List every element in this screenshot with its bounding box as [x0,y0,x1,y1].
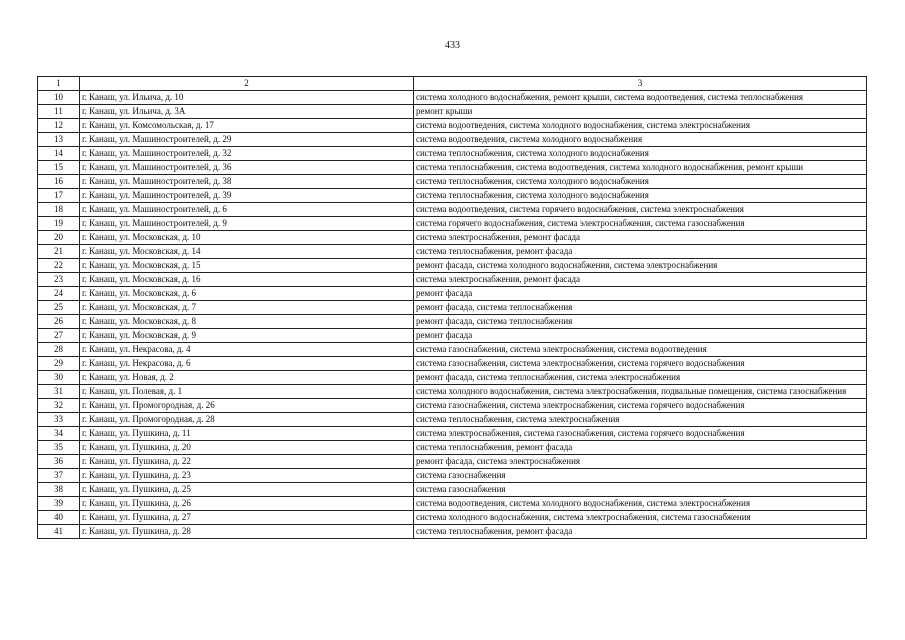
works-cell: система газоснабжения, система электроснабжения, система горячего водоснабжения [414,399,867,413]
address-cell: г. Канаш, ул. Промогородная, д. 26 [80,399,414,413]
table-row [38,301,867,315]
address-cell: г. Канаш, ул. Машиностроителей, д. 9 [80,217,414,231]
address-cell: г. Канаш, ул. Некрасова, д. 4 [80,343,414,357]
row-number-cell: 20 [38,231,80,245]
row-number-cell: 38 [38,483,80,497]
row-number-cell: 40 [38,511,80,525]
row-number-cell: 37 [38,469,80,483]
address-cell: г. Канаш, ул. Пушкина, д. 20 [80,441,414,455]
row-number-cell: 27 [38,329,80,343]
table-row [38,133,867,147]
address-cell: г. Канаш, ул. Пушкина, д. 22 [80,455,414,469]
address-cell: г. Канаш, ул. Пушкина, д. 11 [80,427,414,441]
address-cell: г. Канаш, ул. Ильича, д. 3А [80,105,414,119]
table-row [38,371,867,385]
address-cell: г. Канаш, ул. Пушкина, д. 25 [80,483,414,497]
address-cell: г. Канаш, ул. Некрасова, д. 6 [80,357,414,371]
row-number-cell: 12 [38,119,80,133]
table-row [38,217,867,231]
address-cell: г. Канаш, ул. Промогородная, д. 28 [80,413,414,427]
table-row [38,119,867,133]
table-row [38,497,867,511]
page-number: 433 [445,40,460,51]
row-number-cell: 23 [38,273,80,287]
row-number-cell: 19 [38,217,80,231]
row-number-cell: 13 [38,133,80,147]
table-row [38,231,867,245]
address-cell: г. Канаш, ул. Пушкина, д. 23 [80,469,414,483]
table-row [38,315,867,329]
address-cell: г. Канаш, ул. Пушкина, д. 27 [80,511,414,525]
row-number-cell: 25 [38,301,80,315]
works-cell: система электроснабжения, ремонт фасада [414,273,867,287]
address-cell: г. Канаш, ул. Комсомольская, д. 17 [80,119,414,133]
table-row [38,329,867,343]
address-cell: г. Канаш, ул. Машиностроителей, д. 6 [80,203,414,217]
row-number-cell: 35 [38,441,80,455]
address-cell: г. Канаш, ул. Московская, д. 16 [80,273,414,287]
address-cell: г. Канаш, ул. Пушкина, д. 26 [80,497,414,511]
row-number-cell: 36 [38,455,80,469]
works-cell: система холодного водоснабжения, ремонт крыши, система водоотведения, система теплоснабжения [414,91,867,105]
row-number-cell: 39 [38,497,80,511]
table-header-row [38,77,867,91]
address-cell: г. Канаш, ул. Московская, д. 8 [80,315,414,329]
table-body [38,91,867,539]
works-cell: система теплоснабжения, система холодного водоснабжения [414,175,867,189]
row-number-cell: 34 [38,427,80,441]
works-cell: система теплоснабжения, ремонт фасада [414,245,867,259]
works-cell: система теплоснабжения, ремонт фасада [414,525,867,539]
row-number-cell: 41 [38,525,80,539]
table-row [38,441,867,455]
works-cell: система газоснабжения [414,483,867,497]
table-row [38,245,867,259]
row-number-cell: 10 [38,91,80,105]
row-number-cell: 30 [38,371,80,385]
address-cell: г. Канаш, ул. Машиностроителей, д. 36 [80,161,414,175]
works-cell: система водоотведения, система горячего водоснабжения, система электроснабжения [414,203,867,217]
address-cell: г. Канаш, ул. Московская, д. 9 [80,329,414,343]
works-cell: ремонт фасада, система теплоснабжения, система электроснабжения [414,371,867,385]
row-number-cell: 14 [38,147,80,161]
works-cell: ремонт фасада [414,287,867,301]
row-number-cell: 18 [38,203,80,217]
works-cell: система теплоснабжения, система холодного водоснабжения [414,147,867,161]
works-cell: система теплоснабжения, система электроснабжения [414,413,867,427]
row-number-cell: 26 [38,315,80,329]
header-cell-1: 1 [38,77,80,91]
address-cell: г. Канаш, ул. Машиностроителей, д. 39 [80,189,414,203]
row-number-cell: 31 [38,385,80,399]
address-cell: г. Канаш, ул. Полевая, д. 1 [80,385,414,399]
works-table [37,76,867,539]
address-cell: г. Канаш, ул. Новая, д. 2 [80,371,414,385]
table-row [38,483,867,497]
works-cell: система теплоснабжения, ремонт фасада [414,441,867,455]
address-cell: г. Канаш, ул. Московская, д. 15 [80,259,414,273]
works-cell: ремонт фасада [414,329,867,343]
table-row [38,189,867,203]
header-cell-3: 3 [414,77,867,91]
works-cell: ремонт фасада, система теплоснабжения [414,315,867,329]
works-cell: ремонт фасада, система теплоснабжения [414,301,867,315]
row-number-cell: 21 [38,245,80,259]
address-cell: г. Канаш, ул. Машиностроителей, д. 38 [80,175,414,189]
table-row [38,105,867,119]
works-cell: ремонт фасада, система электроснабжения [414,455,867,469]
table-row [38,511,867,525]
row-number-cell: 17 [38,189,80,203]
works-cell: система газоснабжения [414,469,867,483]
table-row [38,343,867,357]
address-cell: г. Канаш, ул. Машиностроителей, д. 29 [80,133,414,147]
table-row [38,259,867,273]
table-row [38,427,867,441]
works-cell: ремонт фасада, система холодного водоснабжения, система электроснабжения [414,259,867,273]
row-number-cell: 28 [38,343,80,357]
table-row [38,357,867,371]
works-cell: система теплоснабжения, система холодного водоснабжения [414,189,867,203]
address-cell: г. Канаш, ул. Московская, д. 14 [80,245,414,259]
works-cell: ремонт крыши [414,105,867,119]
row-number-cell: 29 [38,357,80,371]
address-cell: г. Канаш, ул. Пушкина, д. 28 [80,525,414,539]
works-cell: система холодного водоснабжения, система электроснабжения, система газоснабжения [414,511,867,525]
table-row [38,161,867,175]
table-row [38,273,867,287]
table-row [38,525,867,539]
row-number-cell: 33 [38,413,80,427]
works-cell: система газоснабжения, система электроснабжения, система горячего водоснабжения [414,357,867,371]
row-number-cell: 32 [38,399,80,413]
row-number-cell: 15 [38,161,80,175]
works-cell: система водоотведения, система холодного водоснабжения, система электроснабжения [414,119,867,133]
row-number-cell: 24 [38,287,80,301]
works-cell: система водоотведения, система холодного водоснабжения [414,133,867,147]
works-cell: система электроснабжения, ремонт фасада [414,231,867,245]
address-cell: г. Канаш, ул. Московская, д. 7 [80,301,414,315]
header-cell-2: 2 [80,77,414,91]
works-cell: система горячего водоснабжения, система электроснабжения, система газоснабжения [414,217,867,231]
row-number-cell: 11 [38,105,80,119]
table-row [38,147,867,161]
works-cell: система теплоснабжения, система водоотведения, система холодного водоснабжения, ремонт крыши [414,161,867,175]
table-row [38,413,867,427]
table-row [38,385,867,399]
table-row [38,287,867,301]
address-cell: г. Канаш, ул. Московская, д. 6 [80,287,414,301]
row-number-cell: 16 [38,175,80,189]
works-cell: система водоотведения, система холодного водоснабжения, система электроснабжения [414,497,867,511]
works-cell: система холодного водоснабжения, система электроснабжения, подвальные помещения, система газоснабжения [414,385,867,399]
address-cell: г. Канаш, ул. Ильича, д. 10 [80,91,414,105]
address-cell: г. Канаш, ул. Машиностроителей, д. 32 [80,147,414,161]
table-row [38,91,867,105]
table-row [38,469,867,483]
works-cell: система электроснабжения, система газоснабжения, система горячего водоснабжения [414,427,867,441]
row-number-cell: 22 [38,259,80,273]
table-row [38,203,867,217]
table-row [38,175,867,189]
works-cell: система газоснабжения, система электроснабжения, система водоотведения [414,343,867,357]
table-row [38,455,867,469]
address-cell: г. Канаш, ул. Московская, д. 10 [80,231,414,245]
table-row [38,399,867,413]
